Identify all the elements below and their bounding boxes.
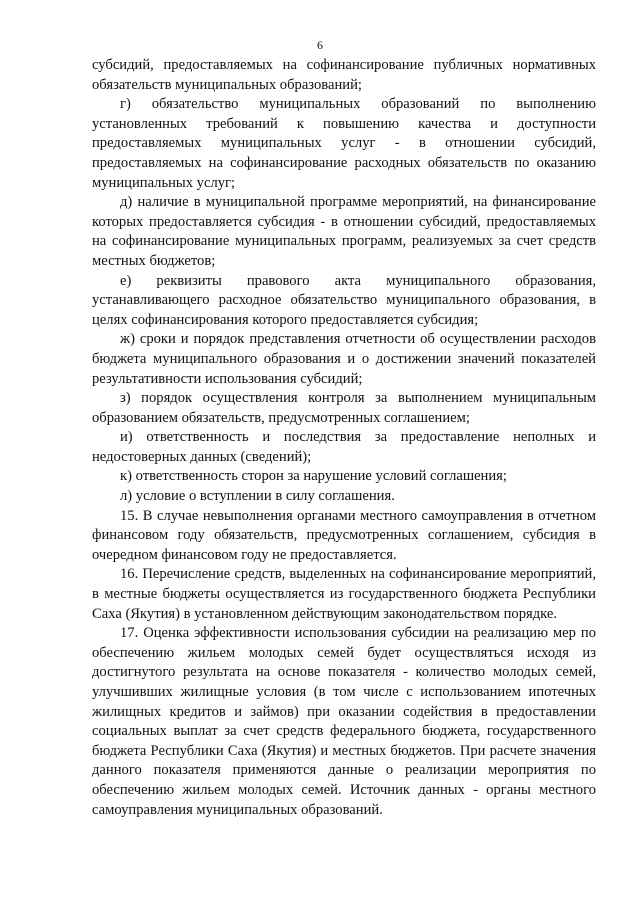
paragraph-clause-15: 15. В случае невыполнения органами местного самоуправления в отчетном финансовом году обязательств, предусмотренных соглашением, субсидия в очередном финансовом году не предоставляется.	[92, 507, 596, 563]
paragraph-item-l: л) условие о вступлении в силу соглашения.	[120, 488, 395, 505]
paragraph-item-g: г) обязательство муниципальных образований по выполнению установленных требований к повышению качества и доступности предоставляемых муниципальных услуг - в отношении субсидий, предоставляемых на софинансирование расходных обязательств по оказанию муниципальных услуг;	[92, 96, 596, 191]
paragraph-clause-17: 17. Оценка эффективности использования субсидии на реализацию мер по обеспечению жильем молодых семей будет осуществляться исходя из достигнутого результата на основе показателя - количество молодых семей, улучшивших жилищные условия (в том числе с использованием ипотечных жилищных кредитов и займов) при оказании содействия в предоставлении социальных выплат за счет средств федерального бюджета, государственного бюджета Республики Саха (Якутия) и местных бюджетов. При расчете значения данного показателя применяются данные о реализации мероприятия по обеспечению жильем молодых семей. Источник данных - органы местного самоуправления муниципальных образований.	[92, 625, 596, 818]
paragraph-item-e: е) реквизиты правового акта муниципального образования, устанавливающего расходное обязательство муниципального образования, в целях софинансирования которого предоставляется субсидия;	[92, 272, 596, 328]
paragraph-item-z: з) порядок осуществления контроля за выполнением муниципальным образованием обязательств, предусмотренных соглашением;	[92, 390, 596, 426]
paragraph-item-i: и) ответственность и последствия за предоставление неполных и недостоверных данных (сведений);	[92, 429, 596, 465]
page-number: 6	[317, 38, 323, 52]
paragraph-continuation: субсидий, предоставляемых на софинансирование публичных нормативных обязательств муниципальных образований;	[92, 57, 596, 93]
paragraph-item-k: к) ответственность сторон за нарушение условий соглашения;	[120, 468, 507, 485]
document-body	[92, 56, 596, 820]
paragraph-item-zh: ж) сроки и порядок представления отчетности об осуществлении расходов бюджета муниципального образования и о достижении значений показателей результативности использования субсидий;	[92, 331, 596, 387]
paragraph-clause-16: 16. Перечисление средств, выделенных на софинансирование мероприятий, в местные бюджеты осуществляется из государственного бюджета Республики Саха (Якутия) в установленном действующим законодательством порядке.	[92, 566, 596, 622]
paragraph-item-d: д) наличие в муниципальной программе мероприятий, на финансирование которых предоставляется субсидия - в отношении субсидий, предоставляемых на софинансирование муниципальных программ, реализуемых за счет средств местных бюджетов;	[92, 194, 596, 269]
